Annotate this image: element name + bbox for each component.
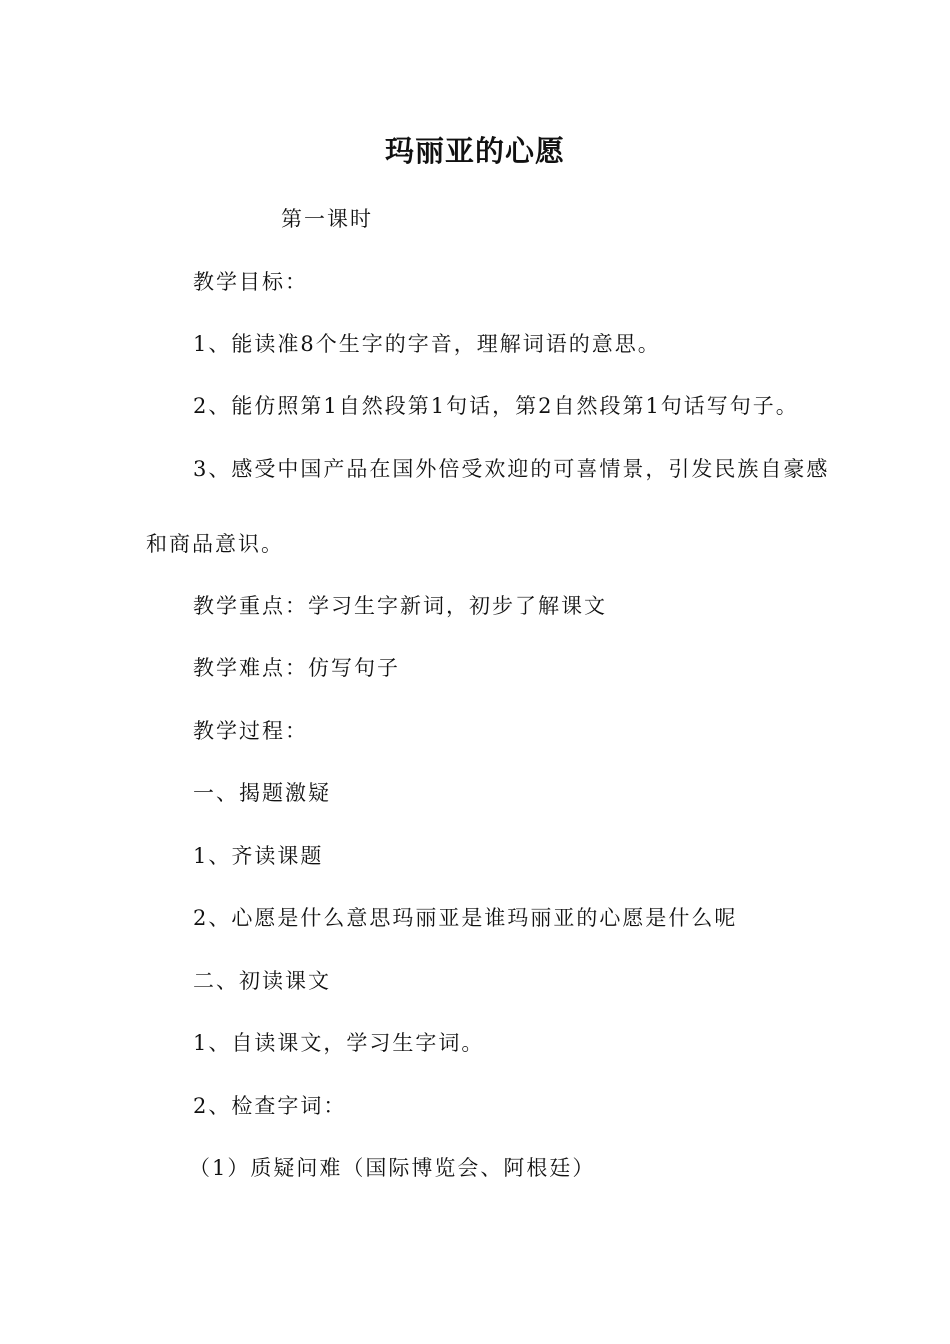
goal-item-3-line-1: 3、感受中国产品在国外倍受欢迎的可喜情景，引发民族自豪感: [193, 457, 830, 481]
goal-item-1: 1、能读准8个生字的字音，理解词语的意思。: [193, 332, 661, 356]
step-2-2: 2、检查字词：: [193, 1094, 347, 1118]
document-title: 玛丽亚的心愿: [384, 134, 565, 168]
key-point: 教学重点：学习生字新词，初步了解课文: [193, 594, 607, 618]
difficulty-point: 教学难点：仿写句子: [193, 656, 400, 680]
step-2-2-1: （1）质疑问难（国际博览会、阿根廷）: [189, 1156, 596, 1180]
step-1-2: 2、心愿是什么意思玛丽亚是谁玛丽亚的心愿是什么呢: [193, 906, 738, 930]
step-1-1: 1、齐读课题: [193, 844, 324, 868]
step-2-1: 1、自读课文，学习生字词。: [193, 1031, 485, 1055]
goal-item-3-line-2: 和商品意识。: [146, 532, 284, 556]
section-heading-1: 一、揭题激疑: [193, 781, 331, 805]
goal-item-2: 2、能仿照第1自然段第1句话，第2自然段第1句话写句子。: [193, 394, 799, 418]
process-heading: 教学过程：: [193, 719, 308, 743]
section-heading-2: 二、初读课文: [193, 969, 331, 993]
lesson-label: 第一课时: [281, 207, 373, 231]
goals-heading: 教学目标：: [193, 270, 308, 294]
